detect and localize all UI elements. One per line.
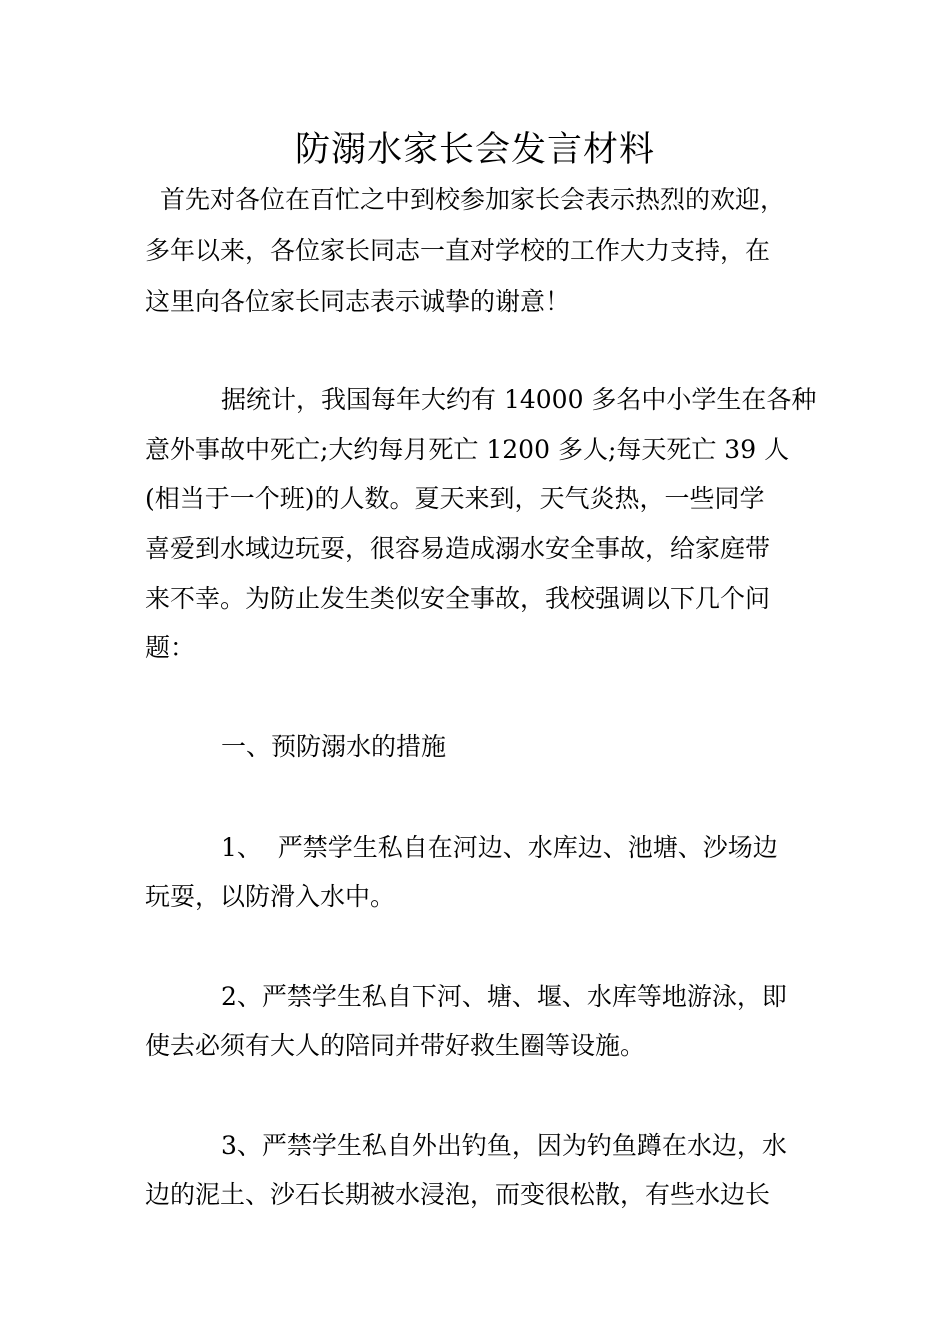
text-line: 来不幸。为防止发生类似安全事故，我校强调以下几个问 bbox=[145, 584, 771, 613]
document-title: 防溺水家长会发言材料 bbox=[294, 130, 655, 170]
text-line: 边的泥土、沙石长期被水浸泡，而变很松散，有些水边长 bbox=[145, 1180, 771, 1209]
text-line: 3、严禁学生私自外出钓鱼，因为钓鱼蹲在水边，水 bbox=[221, 1131, 787, 1160]
text-line: 2、严禁学生私自下河、塘、堰、水库等地游泳，即 bbox=[221, 982, 787, 1011]
section-heading: 一、预防溺水的措施 bbox=[221, 732, 447, 761]
text-line: 这里向各位家长同志表示诚挚的谢意！ bbox=[145, 287, 571, 316]
text-line: 多年以来，各位家长同志一直对学校的工作大力支持，在 bbox=[145, 236, 771, 265]
text-line: 使去必须有大人的陪同并带好救生圈等设施。 bbox=[145, 1031, 646, 1060]
text-line: 喜爱到水域边玩耍，很容易造成溺水安全事故，给家庭带 bbox=[145, 534, 771, 563]
text-line: 意外事故中死亡;大约每月死亡 1200 多人;每天死亡 39 人 bbox=[145, 435, 790, 464]
text-line: 1、 严禁学生私自在河边、水库边、池塘、沙场边 bbox=[221, 833, 778, 862]
text-line: 玩耍，以防滑入水中。 bbox=[145, 882, 396, 911]
text-line: (相当于一个班)的人数。夏天来到，天气炎热，一些同学 bbox=[145, 484, 765, 513]
text-line: 首先对各位在百忙之中到校参加家长会表示热烈的欢迎， bbox=[160, 185, 786, 214]
text-line: 题： bbox=[145, 633, 196, 662]
text-line: 据统计，我国每年大约有 14000 多名中小学生在各种 bbox=[221, 385, 817, 414]
